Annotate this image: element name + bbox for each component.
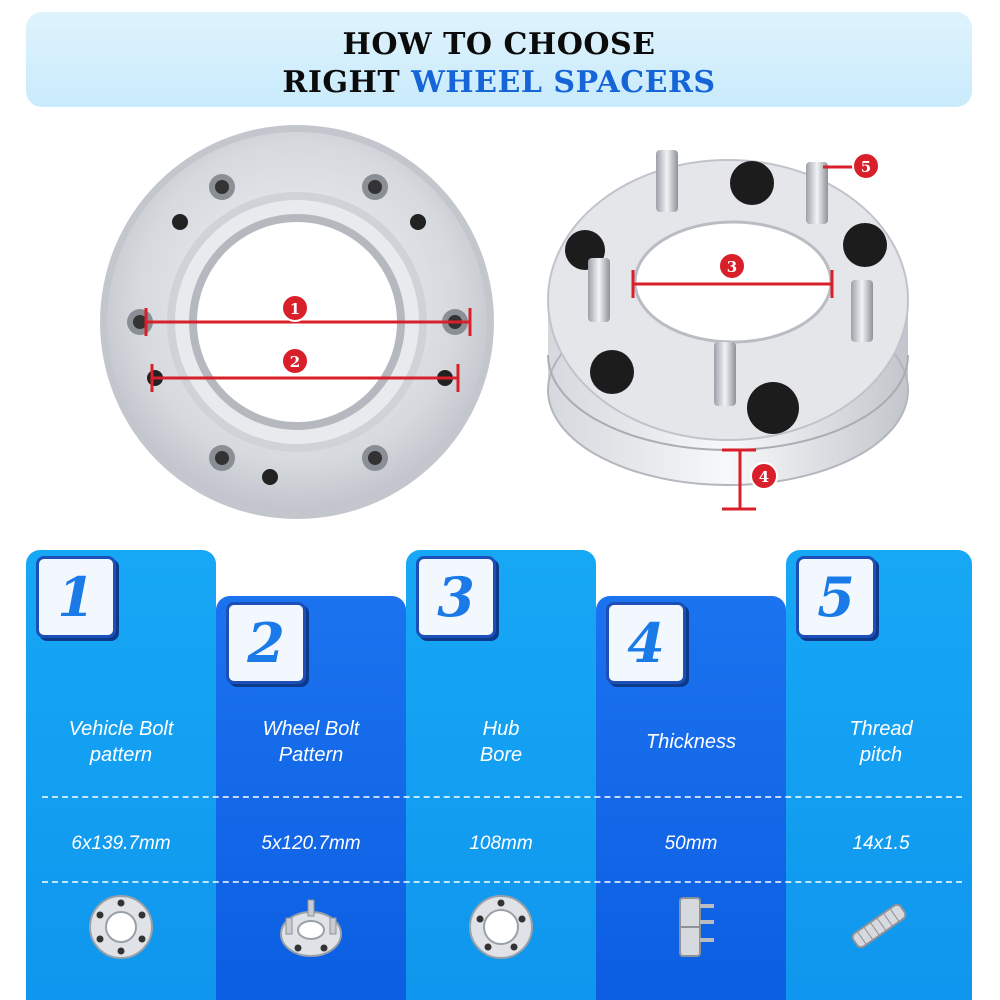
spec-value: 108mm <box>469 833 533 854</box>
title-prefix: RIGHT <box>282 65 412 100</box>
step-number-badge <box>606 602 686 684</box>
spec-label-line-2: pitch <box>859 744 903 766</box>
spec-value: 5x120.7mm <box>261 833 361 854</box>
spec-value: 14x1.5 <box>852 833 910 854</box>
marker-1-label: 1 <box>289 300 301 318</box>
spec-column-5 <box>786 550 972 1000</box>
marker-3-label: 3 <box>726 258 738 276</box>
title-banner <box>26 12 972 107</box>
spec-label-line-2: pattern <box>89 744 153 766</box>
marker-2 <box>282 348 308 374</box>
spec-column-1 <box>26 550 216 1000</box>
spacer-bore-icon <box>468 894 534 960</box>
spec-columns <box>26 550 972 1000</box>
spec-column-3 <box>406 550 596 1000</box>
marker-2-label: 2 <box>289 353 301 371</box>
spec-value: 50mm <box>664 833 718 854</box>
step-number: 5 <box>817 565 855 629</box>
marker-1 <box>282 295 308 321</box>
row-divider-1 <box>42 796 962 798</box>
marker-4-label: 4 <box>758 468 770 486</box>
step-number-badge <box>796 556 876 638</box>
row-divider-2 <box>42 881 962 883</box>
spacer-side-icon <box>658 894 724 960</box>
step-number: 2 <box>247 611 285 675</box>
marker-5 <box>853 153 879 179</box>
spacer-diagram <box>0 110 1000 540</box>
spacer-front-icon <box>88 894 154 960</box>
spec-label-line-1: Hub <box>482 718 520 740</box>
step-number: 1 <box>57 565 95 629</box>
spec-label-line-1: Vehicle Bolt <box>68 718 174 740</box>
marker-5-label: 5 <box>860 158 872 176</box>
title-line-1: HOW TO CHOOSE <box>342 27 656 62</box>
step-number: 4 <box>627 611 665 675</box>
spec-label-line-2: Bore <box>479 744 523 766</box>
spec-value: 6x139.7mm <box>71 833 171 854</box>
spec-label-line-1: Wheel Bolt <box>262 718 360 740</box>
title-line-2 <box>26 64 972 102</box>
step-number-badge <box>416 556 496 638</box>
marker-4 <box>751 463 777 489</box>
step-number: 3 <box>437 565 475 629</box>
step-number-badge <box>226 602 306 684</box>
stud-icon <box>846 896 912 956</box>
spec-label-line-1: Thickness <box>645 731 737 753</box>
angled-spacer <box>548 150 908 485</box>
step-number-badge <box>36 556 116 638</box>
title-highlight: WHEEL SPACERS <box>411 65 716 100</box>
spacer-studs-icon <box>278 894 344 960</box>
spec-column-2 <box>216 596 406 1000</box>
marker-3 <box>719 253 745 279</box>
spec-label-line-1: Thread <box>849 718 913 740</box>
spec-column-4 <box>596 596 786 1000</box>
spec-label-line-2: Pattern <box>278 744 344 766</box>
